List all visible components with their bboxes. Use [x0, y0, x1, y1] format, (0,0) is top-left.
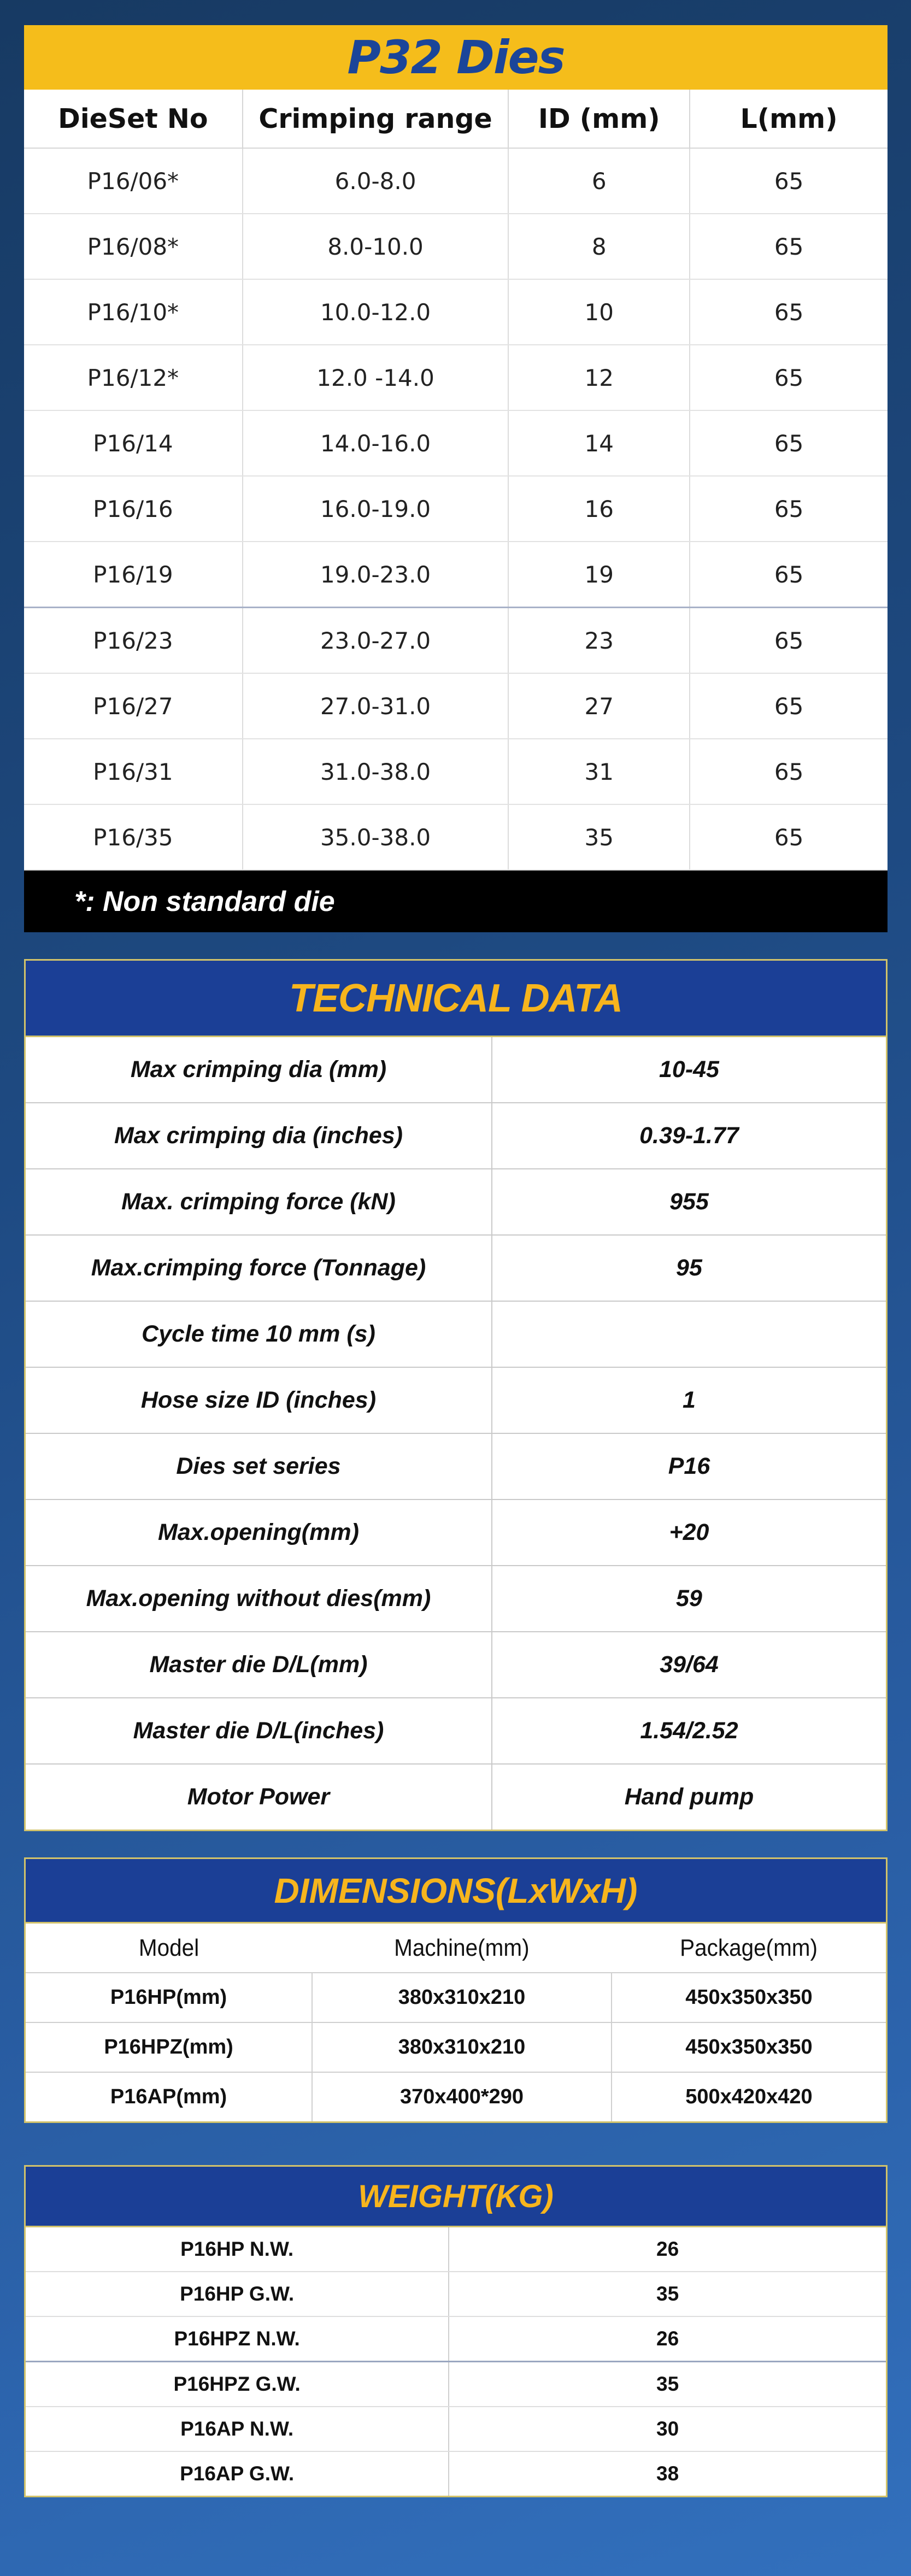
weight-table — [26, 2227, 886, 2496]
header-package: Package(mm) — [679, 1934, 818, 1961]
technical-data-table — [26, 1037, 886, 1830]
dieset-no-cell: P16/14 — [24, 410, 243, 476]
spec-label: Master die D/L(inches) — [26, 1698, 492, 1764]
technical-data-title: TECHNICAL DATA — [26, 961, 886, 1037]
dieset-no-cell: P16/31 — [24, 739, 243, 804]
weight-title: WEIGHT(KG) — [26, 2167, 886, 2227]
id-cell: 27 — [508, 673, 690, 739]
dimensions-table — [26, 1924, 886, 2121]
crimping-range-cell: 14.0-16.0 — [243, 410, 509, 476]
table-row — [24, 476, 888, 542]
table-row — [26, 2316, 886, 2362]
length-cell: 65 — [690, 542, 888, 608]
weight-panel — [24, 2165, 888, 2497]
machine-size-cell: 370x400*290 — [312, 2072, 612, 2121]
dieset-no-cell: P16/27 — [24, 673, 243, 739]
table-row — [26, 1973, 886, 2022]
crimping-range-cell: 8.0-10.0 — [243, 214, 509, 279]
id-cell: 31 — [508, 739, 690, 804]
spec-value — [492, 1301, 886, 1367]
weight-value: 35 — [449, 2362, 886, 2407]
length-cell: 65 — [690, 804, 888, 870]
table-row — [26, 1764, 886, 1830]
length-cell: 65 — [690, 476, 888, 542]
length-cell: 65 — [690, 608, 888, 674]
id-cell: 16 — [508, 476, 690, 542]
table-row — [24, 673, 888, 739]
dies-title: P32 Dies — [24, 25, 888, 90]
length-cell: 65 — [690, 148, 888, 214]
spec-value: Hand pump — [624, 1784, 754, 1810]
spec-value: 10-45 — [492, 1037, 886, 1103]
table-row — [26, 2407, 886, 2451]
crimping-range-cell: 10.0-12.0 — [243, 279, 509, 345]
header-crimping-range: Crimping range — [243, 90, 509, 148]
spec-label: Hose size ID (inches) — [26, 1367, 492, 1433]
weight-value: 38 — [656, 2462, 679, 2485]
table-row — [26, 1499, 886, 1566]
table-row — [26, 1433, 886, 1499]
table-row — [26, 2451, 886, 2496]
crimping-range-cell: 16.0-19.0 — [243, 476, 509, 542]
table-row — [26, 1367, 886, 1433]
table-row — [26, 1566, 886, 1632]
crimping-range-cell: 6.0-8.0 — [243, 148, 509, 214]
weight-label: P16AP G.W. — [26, 2451, 449, 2496]
weight-label: P16AP N.W. — [26, 2407, 449, 2451]
spec-label: Max.crimping force (Tonnage) — [26, 1235, 492, 1301]
spec-value: 1.54/2.52 — [492, 1698, 886, 1764]
weight-label: P16HP G.W. — [26, 2272, 449, 2316]
spec-value: 39/64 — [492, 1632, 886, 1698]
dieset-no-cell: P16/06* — [24, 148, 243, 214]
id-cell: 6 — [508, 148, 690, 214]
length-cell: 65 — [690, 739, 888, 804]
spec-value: 955 — [492, 1169, 886, 1235]
table-row — [26, 1037, 886, 1103]
technical-data-panel — [24, 959, 888, 1831]
weight-value: 26 — [449, 2227, 886, 2272]
dimensions-title: DIMENSIONS(LxWxH) — [26, 1859, 886, 1924]
spec-label: Max.opening without dies(mm) — [26, 1566, 492, 1632]
header-model: Model — [138, 1934, 199, 1961]
spec-value: +20 — [492, 1499, 886, 1566]
model-cell: P16HP(mm) — [26, 1973, 312, 2022]
table-row — [26, 2072, 886, 2121]
spec-label: Dies set series — [26, 1433, 492, 1499]
length-cell: 65 — [690, 279, 888, 345]
spec-label: Master die D/L(mm) — [26, 1632, 492, 1698]
model-cell: P16HPZ(mm) — [26, 2022, 312, 2072]
dies-panel — [24, 25, 888, 932]
table-row — [26, 1301, 886, 1367]
dieset-no-cell: P16/12* — [24, 345, 243, 410]
length-cell: 65 — [690, 214, 888, 279]
package-size-cell: 450x350x350 — [612, 1973, 886, 2022]
table-row — [24, 148, 888, 214]
spec-label: Cycle time 10 mm (s) — [26, 1301, 492, 1367]
machine-size-cell: 380x310x210 — [312, 1973, 612, 2022]
table-row — [26, 1103, 886, 1169]
table-row — [26, 1698, 886, 1764]
crimping-range-cell: 23.0-27.0 — [243, 608, 509, 674]
spec-label: Max.opening(mm) — [26, 1499, 492, 1566]
header-l-mm: L(mm) — [690, 90, 888, 148]
id-cell: 8 — [508, 214, 690, 279]
id-cell: 10 — [508, 279, 690, 345]
package-size-cell: 450x350x350 — [612, 2022, 886, 2072]
weight-label: P16HPZ N.W. — [26, 2316, 449, 2362]
table-row — [26, 2227, 886, 2272]
spec-value: 95 — [492, 1235, 886, 1301]
id-cell: 12 — [508, 345, 690, 410]
crimping-range-cell: 27.0-31.0 — [243, 673, 509, 739]
length-cell: 65 — [690, 673, 888, 739]
spec-label: Motor Power — [26, 1764, 492, 1830]
table-row — [26, 2362, 886, 2407]
spec-label: Max crimping dia (mm) — [26, 1037, 492, 1103]
package-size-cell: 500x420x420 — [612, 2072, 886, 2121]
weight-value: 35 — [449, 2272, 886, 2316]
dimensions-panel — [24, 1857, 888, 2123]
table-row — [24, 279, 888, 345]
table-row — [24, 542, 888, 608]
dieset-no-cell: P16/19 — [24, 542, 243, 608]
table-row — [26, 1632, 886, 1698]
dies-header-row — [24, 90, 888, 148]
id-cell: 23 — [508, 608, 690, 674]
table-row — [26, 1235, 886, 1301]
id-cell: 35 — [508, 804, 690, 870]
machine-size-cell: 380x310x210 — [312, 2022, 612, 2072]
spec-value: P16 — [492, 1433, 886, 1499]
crimping-range-cell: 12.0 -14.0 — [243, 345, 509, 410]
table-row — [24, 410, 888, 476]
weight-value: 30 — [449, 2407, 886, 2451]
id-cell: 19 — [508, 542, 690, 608]
header-dieset-no: DieSet No — [24, 90, 243, 148]
id-cell: 14 — [508, 410, 690, 476]
spec-value: 59 — [492, 1566, 886, 1632]
table-row — [24, 608, 888, 674]
spec-value: 0.39-1.77 — [492, 1103, 886, 1169]
dieset-no-cell: P16/08* — [24, 214, 243, 279]
spec-label: Max. crimping force (kN) — [26, 1169, 492, 1235]
weight-value: 26 — [449, 2316, 886, 2362]
length-cell: 65 — [690, 345, 888, 410]
dieset-no-cell: P16/35 — [24, 804, 243, 870]
header-id-mm: ID (mm) — [508, 90, 690, 148]
crimping-range-cell: 35.0-38.0 — [243, 804, 509, 870]
length-cell: 65 — [690, 410, 888, 476]
crimping-range-cell: 19.0-23.0 — [243, 542, 509, 608]
spec-value: 1 — [492, 1367, 886, 1433]
non-standard-die-note: *: Non standard die — [24, 871, 888, 932]
table-row — [26, 2272, 886, 2316]
crimping-range-cell: 31.0-38.0 — [243, 739, 509, 804]
dieset-no-cell: P16/16 — [24, 476, 243, 542]
weight-label: P16HP N.W. — [26, 2227, 449, 2272]
table-row — [24, 804, 888, 870]
table-row — [24, 214, 888, 279]
dieset-no-cell: P16/23 — [24, 608, 243, 674]
table-row — [24, 739, 888, 804]
table-row — [24, 345, 888, 410]
table-row — [26, 2022, 886, 2072]
dimensions-header-row — [26, 1924, 886, 1973]
model-cell: P16AP(mm) — [26, 2072, 312, 2121]
weight-label: P16HPZ G.W. — [26, 2362, 449, 2407]
header-machine: Machine(mm) — [394, 1934, 530, 1961]
dies-table — [24, 90, 888, 871]
dieset-no-cell: P16/10* — [24, 279, 243, 345]
spec-label: Max crimping dia (inches) — [26, 1103, 492, 1169]
table-row — [26, 1169, 886, 1235]
